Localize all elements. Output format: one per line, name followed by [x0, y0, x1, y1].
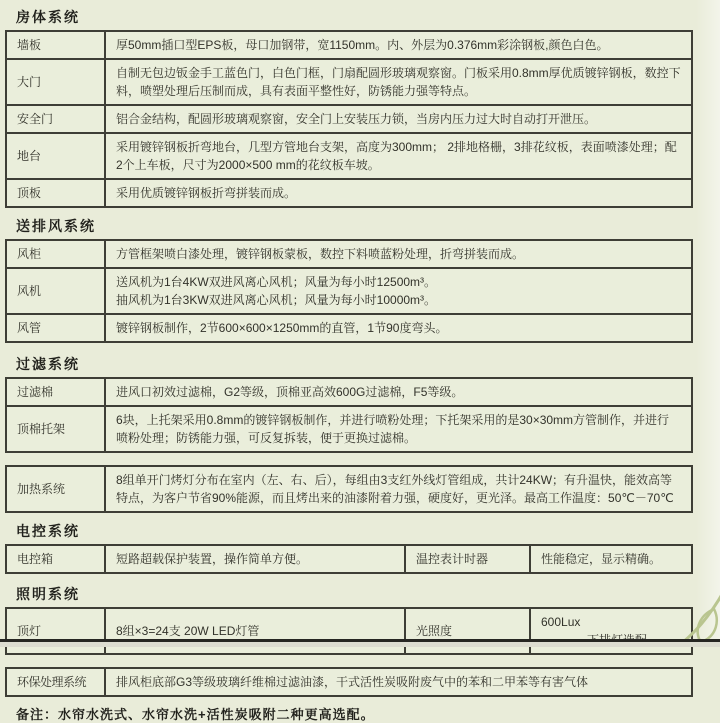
bottom-border-light-line — [0, 642, 720, 647]
row-text — [105, 268, 692, 314]
row-text: 自制无包边钣金手工蓝色门，白色门框，门扇配圆形玻璃观察窗。门板采用0.8mm厚优质镀锌钢板，数控下料，喷塑处理后压制而成，具有表面平整性好，防锈能力强等特点。 — [105, 59, 692, 105]
row-label: 风机 — [6, 268, 105, 314]
section-title-electric: 电控系统 — [16, 523, 80, 539]
bottom-border — [0, 639, 720, 647]
spacer — [0, 655, 720, 667]
row-text: 方管框架喷白漆处理，镀锌钢板蒙板，数控下料喷蓝粉处理，折弯拼装而成。 — [105, 240, 692, 268]
table-row — [6, 59, 692, 105]
row-label: 安全门 — [6, 105, 105, 133]
row-text: 6块，上托架采用0.8mm的镀锌钢板制作，并进行喷粉处理；下托架采用的是30×30mm方管制作，并进行喷粉处理；防锈能力强，可反复拆装，便于更换过滤棉。 — [105, 406, 692, 452]
row-label: 电控箱 — [6, 545, 105, 573]
table-row — [6, 608, 692, 654]
row-label-2: 光照度 — [405, 608, 530, 654]
row-label: 顶灯 — [6, 608, 105, 654]
row-text-2: 性能稳定，显示精确。 — [530, 545, 692, 573]
row-label-2: 温控表计时器 — [405, 545, 530, 573]
table-row — [6, 378, 692, 406]
fan-line-exhaust: 抽风机为1台3KW双进风离心风机；风量为每小时10000m³。 — [116, 293, 437, 307]
table-row — [6, 406, 692, 452]
table-row — [6, 133, 692, 179]
airflow-table — [5, 239, 693, 343]
row-label: 顶板 — [6, 179, 105, 207]
row-text: 镀锌钢板制作，2节600×600×1250mm的直管，1节90度弯头。 — [105, 314, 692, 342]
spacer — [0, 453, 720, 465]
row-label: 风柜 — [6, 240, 105, 268]
table-row — [6, 466, 692, 512]
row-text-2 — [530, 608, 692, 654]
table-row — [6, 105, 692, 133]
row-label: 过滤棉 — [6, 378, 105, 406]
row-text: 厚50mm插口型EPS板，母口加钢带，宽1150mm。内、外层为0.376mm彩涂钢板,颜色白色。 — [105, 31, 692, 59]
row-text: 排风柜底部G3等级玻璃纤维棉过滤油漆，干式活性炭吸附废气中的苯和二甲苯等有害气体 — [105, 668, 692, 696]
row-text: 采用优质镀锌钢板折弯拼装而成。 — [105, 179, 692, 207]
table-row — [6, 268, 692, 314]
housing-table — [5, 30, 693, 208]
table-row — [6, 240, 692, 268]
environment-table — [5, 667, 693, 697]
row-text: 8组单开门烤灯分布在室内（左、右、后），每组由3支红外线灯管组成，共计24KW；有升温快，能效高等特点，为客户节省90%能源，而且烤出来的油漆附着力强，硬度好，更光泽。最高工作温度：50℃－70℃ — [105, 466, 692, 512]
footer-note: 备注：水帘水洗式、水帘水洗+活性炭吸附二种更高选配。 — [16, 707, 375, 722]
row-label: 顶棉托架 — [6, 406, 105, 452]
table-row — [6, 545, 692, 573]
section-title-airflow: 送排风系统 — [16, 218, 96, 234]
section-title-lighting: 照明系统 — [16, 586, 80, 602]
fan-line-supply: 送风机为1台4KW双进风离心风机；风量为每小时12500m³。 — [116, 275, 437, 289]
table-row — [6, 314, 692, 342]
row-text: 短路超载保护装置，操作简单方便。 — [105, 545, 405, 573]
row-text: 8组×3=24支 20W LED灯管 — [105, 608, 405, 654]
row-text: 采用镀锌钢板折弯地台，几型方管地台支架，高度为300mm； 2排地格栅，3排花纹板，表面喷漆处理；配2个上车板，尺寸为2000×500 mm的花纹板车坡。 — [105, 133, 692, 179]
row-text: 铝合金结构，配圆形玻璃观察窗，安全门上安装压力锁，当房内压力过大时自动打开泄压。 — [105, 105, 692, 133]
row-label: 加热系统 — [6, 466, 105, 512]
table-row — [6, 31, 692, 59]
electric-table — [5, 544, 693, 574]
row-text: 进风口初效过滤棉，G2等级，顶棉亚高效600G过滤棉，F5等级。 — [105, 378, 692, 406]
row-label: 大门 — [6, 59, 105, 105]
row-label: 风管 — [6, 314, 105, 342]
section-title-filter: 过滤系统 — [16, 356, 80, 372]
row-label: 环保处理系统 — [6, 668, 105, 696]
lighting-table — [5, 607, 693, 655]
table-row — [6, 179, 692, 207]
row-label: 地台 — [6, 133, 105, 179]
section-title-housing: 房体系统 — [16, 9, 80, 25]
heating-table — [5, 465, 693, 513]
table-row — [6, 668, 692, 696]
lux-value: 600Lux — [541, 615, 581, 629]
row-label: 墙板 — [6, 31, 105, 59]
filter-table — [5, 377, 693, 453]
